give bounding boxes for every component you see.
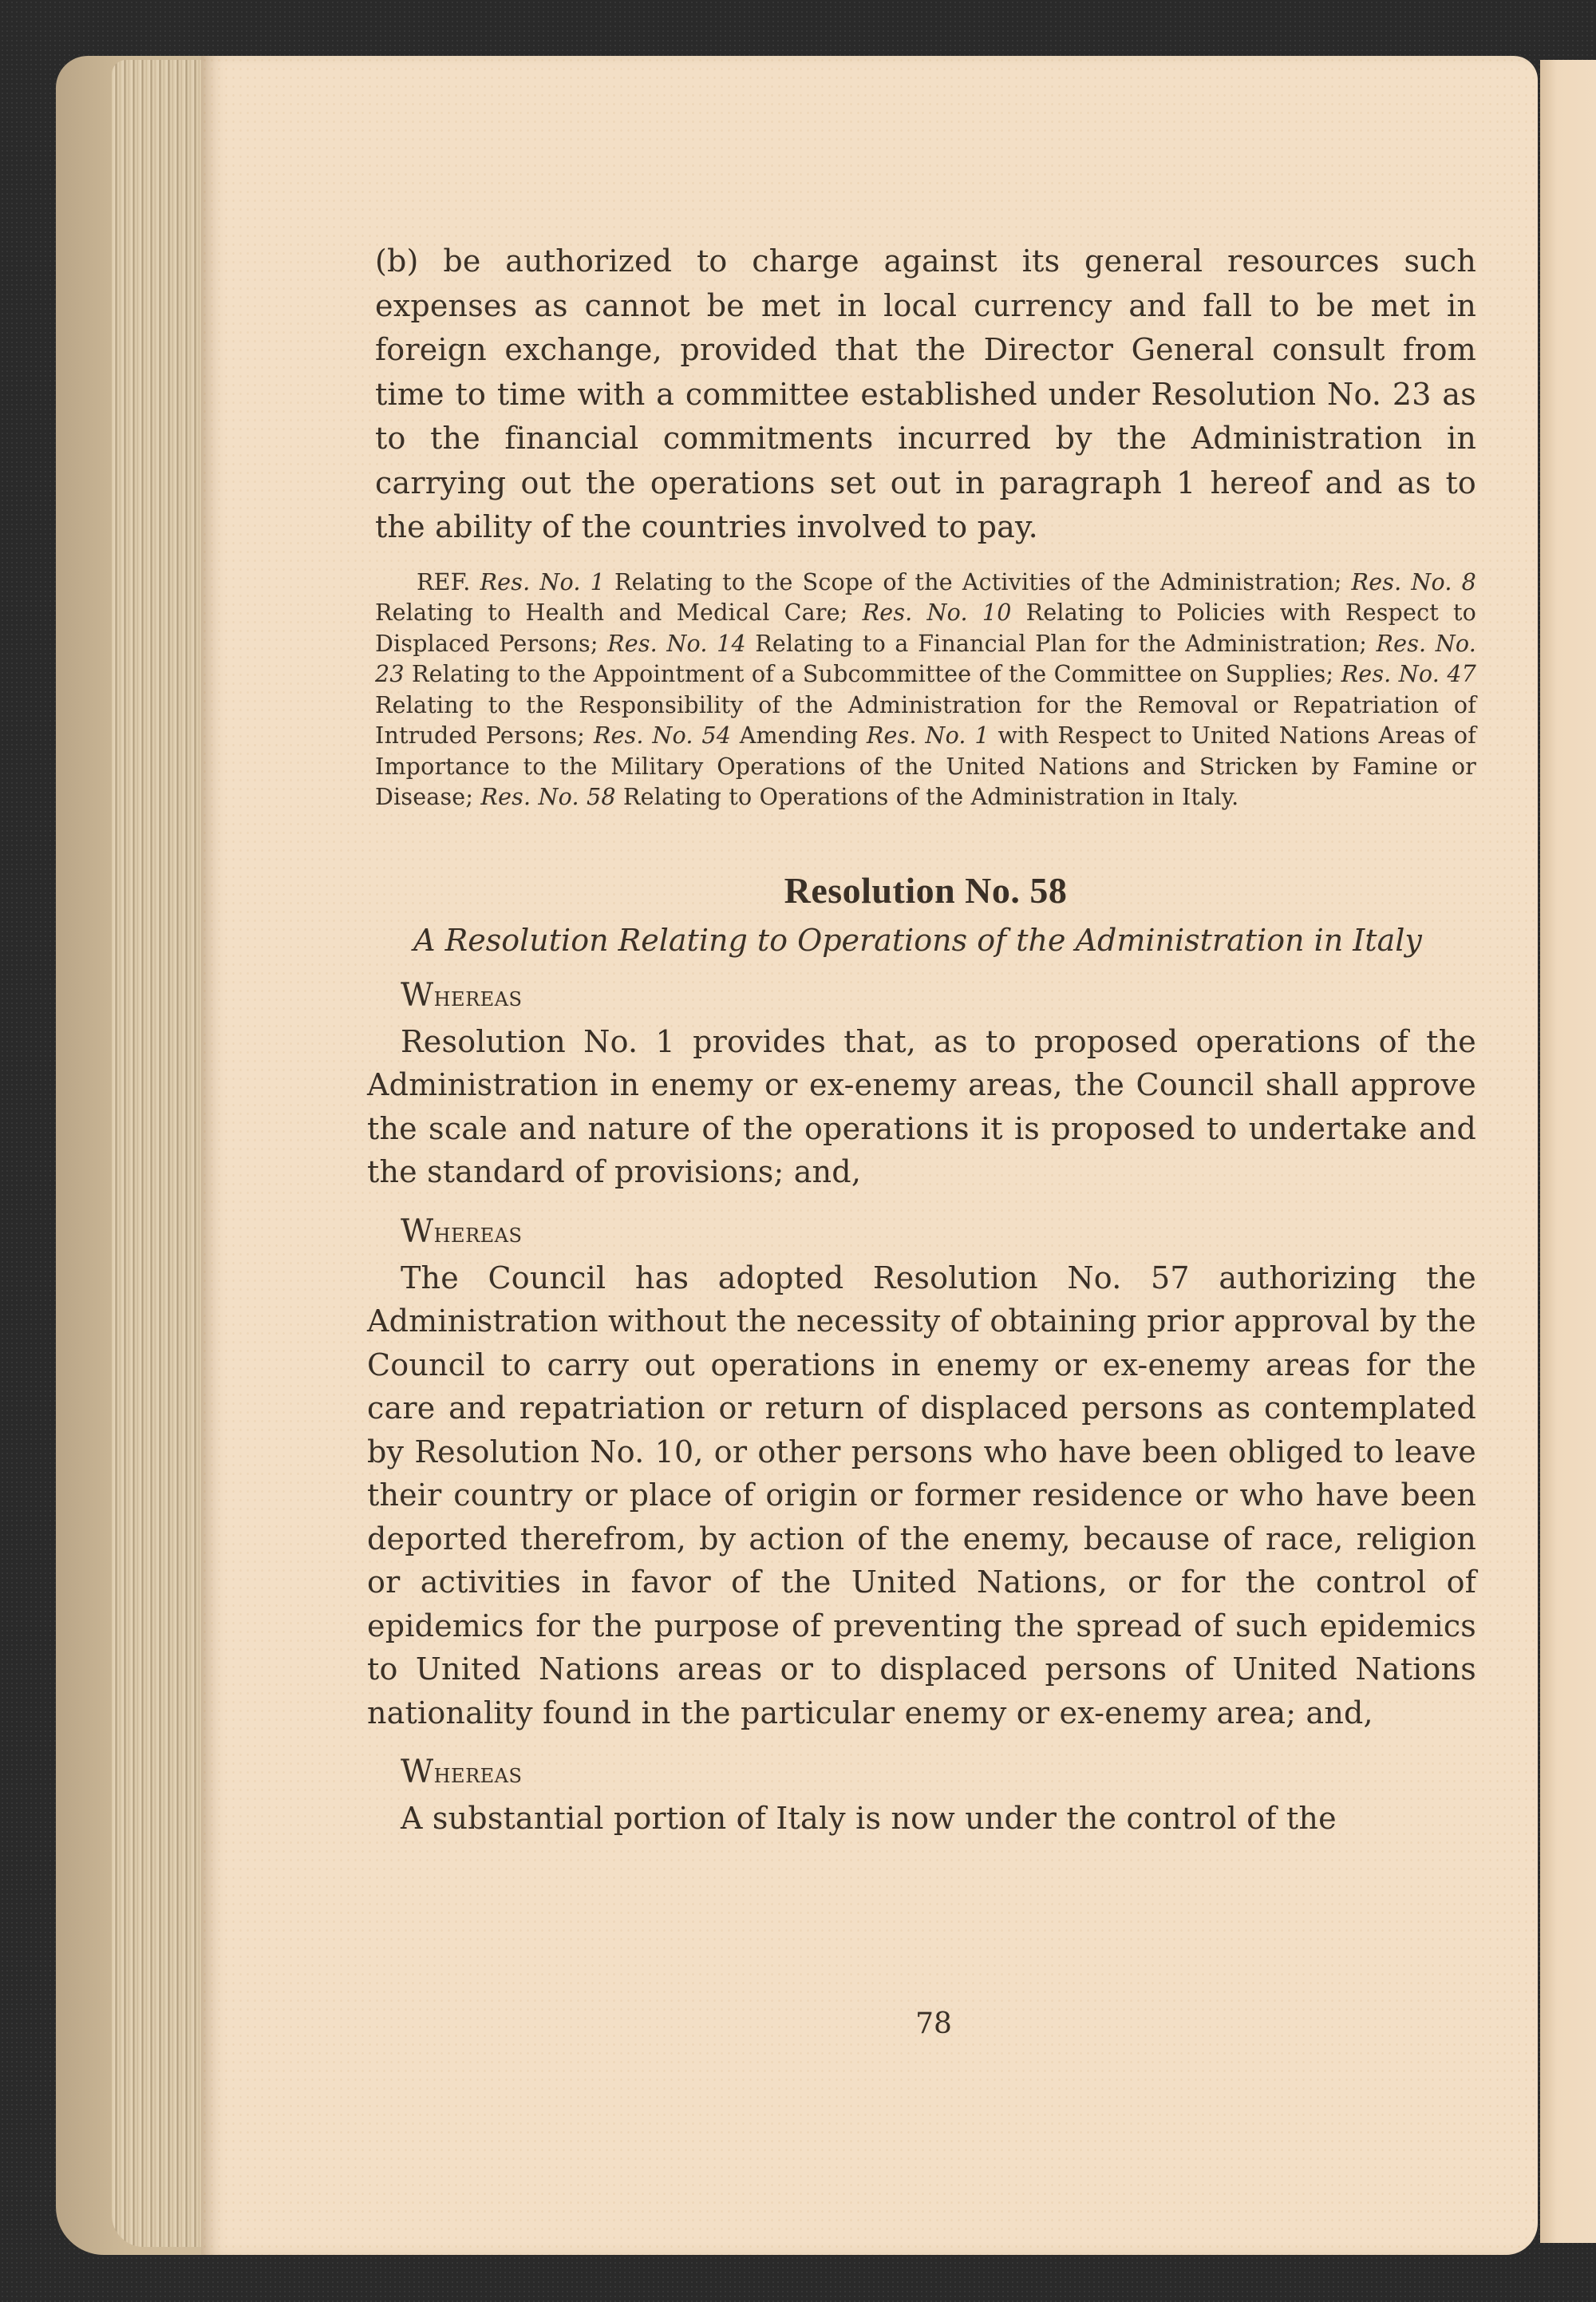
ref-text: Relating to Health and Medical Care; xyxy=(375,599,863,626)
ref-text: Relating to Policies with Respect to Displaced Persons; xyxy=(375,599,1476,657)
ref-text: Relating to the Scope of the Activities of the Administration; xyxy=(604,568,1352,595)
ref-text: with Respect to United Nations Areas of Importance to the Military Operations of the United Nations and Stricken by Famine or Disease; xyxy=(375,722,1477,810)
ref-text: Relating to the Responsibility of the Administration for the Removal or Repatriation of Intruded Persons; xyxy=(375,691,1476,749)
ref-text: Relating to a Financial Plan for the Administration; xyxy=(745,630,1377,657)
whereas-clause: A substantial portion of Italy is now under the control of the xyxy=(401,1801,1337,1836)
ref-res: Res. No. 58 xyxy=(480,784,616,810)
page-content xyxy=(367,239,1477,1841)
resolution-title: Resolution No. 58 xyxy=(784,869,1068,911)
ref-text: Relating to Operations of the Administration in Italy. xyxy=(615,784,1239,810)
ref-text: Amending xyxy=(731,722,867,749)
page-stack-edge xyxy=(112,60,203,2247)
adjacent-page-edge xyxy=(1540,60,1596,2243)
ref-label: REF. xyxy=(417,568,471,595)
ref-res: Res. No. 23 xyxy=(375,630,1477,687)
ref-text: Relating to the Appointment of a Subcommittee of the Committee on Supplies; xyxy=(404,661,1341,687)
ref-res: Res. No. 54 xyxy=(593,722,732,749)
ref-res: Res. No. 10 xyxy=(862,599,1012,626)
continuation-paragraph-b: (b) be authorized to charge against its general resources such expenses as cannot be met in local currency and fall to be met in foreign exchange, provided that the Director General consult from time to time with a committee established under Resolution No. 23 as to the financial commitments incurred by the Administration in carrying out the operations set out in paragraph 1 hereof and as to the ability of the countries involved to pay. xyxy=(375,243,1476,544)
whereas-clause: The Council has adopted Resolution No. 57 authorizing the Administration without the necessity of obtaining prior approval by the Council to carry out operations in enemy or ex-enemy areas for the care and repatriation or return of displaced persons as contemplated by Resolution No. 10, or other persons who have been obliged to leave their country or place of origin or former residence or who have been deported therefrom, by action of the enemy, because of race, religion or activities in favor of the United Nations, or for the control of epidemics for the purpose of preventing the spread of such epidemics to United Nations areas or to displaced persons of United Nations nationality found in the particular enemy or ex-enemy area; and, xyxy=(367,1260,1476,1730)
whereas-clause: Resolution No. 1 provides that, as to proposed operations of the Administration in enemy or ex-enemy areas, the Council shall approve the scale and nature of the operations it is proposed to undertake and the standard of provisions; and, xyxy=(367,1023,1476,1189)
ref-res: Res. No. 1 xyxy=(480,568,605,595)
ref-res: Res. No. 14 xyxy=(607,630,746,657)
ref-res: Res. No. 8 xyxy=(1351,568,1477,595)
page-number: 78 xyxy=(915,2007,952,2040)
ref-res: Res. No. 1 xyxy=(866,722,990,749)
resolution-subtitle: A Resolution Relating to Operations of the Administration in Italy xyxy=(413,922,1422,958)
reference-block xyxy=(375,568,1476,813)
whereas-label: Whereas xyxy=(401,1754,523,1790)
ref-res: Res. No. 47 xyxy=(1341,661,1476,687)
whereas-label: Whereas xyxy=(401,1212,523,1250)
whereas-label: Whereas xyxy=(401,976,523,1014)
